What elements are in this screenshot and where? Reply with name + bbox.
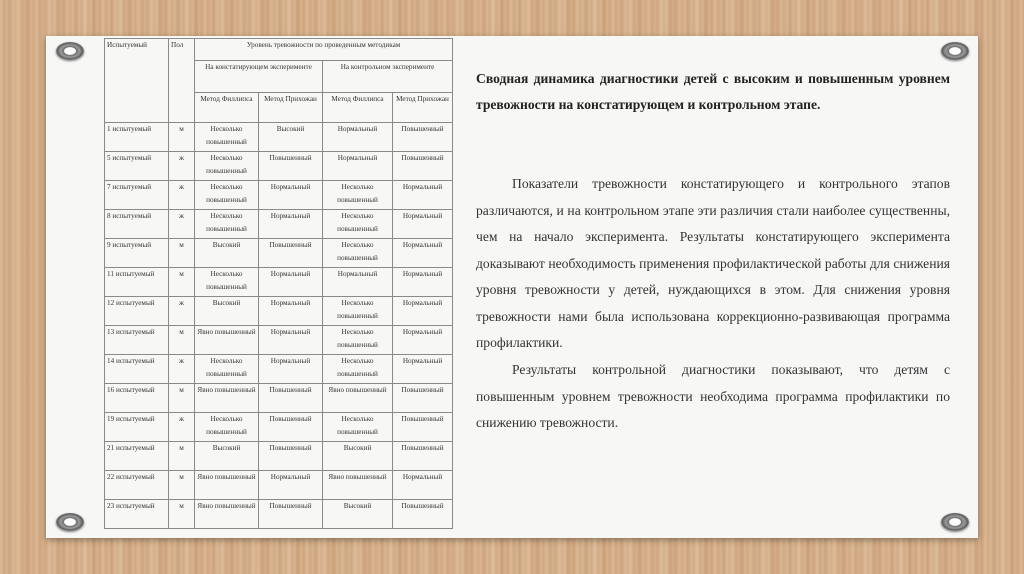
table-row [105,123,453,152]
cell-stage2-prikhozhan: Нормальный [393,210,453,239]
cell-stage2-phillips: Высокий [323,500,393,529]
header-subject: Испытуемый [105,39,169,123]
cell-sex: м [169,326,195,355]
header-method-phillips: Метод Филлипса [195,93,259,123]
cell-stage2-prikhozhan: Повышенный [393,413,453,442]
pushpin-icon [56,42,84,60]
cell-sex: м [169,442,195,471]
cell-sex: м [169,384,195,413]
cell-sex: м [169,239,195,268]
cell-subject: 22 испытуемый [105,471,169,500]
cell-stage1-prikhozhan: Нормальный [259,210,323,239]
cell-stage1-phillips: Явно повышенный [195,384,259,413]
paragraph-conclusion: Результаты контрольной диагностики показывают, что детям с повышенным уровнем тревожности необходима программа профилактики по снижению тревожности. [476,362,950,430]
cell-subject: 7 испытуемый [105,181,169,210]
table-row [105,268,453,297]
cell-subject: 1 испытуемый [105,123,169,152]
cell-subject: 21 испытуемый [105,442,169,471]
cell-stage1-phillips: Несколько повышенный [195,355,259,384]
table-row [105,471,453,500]
cell-sex: м [169,500,195,529]
header-stage-control: На контрольном эксперименте [323,61,453,93]
cell-stage1-phillips: Высокий [195,442,259,471]
cell-subject: 11 испытуемый [105,268,169,297]
pushpin-icon [941,513,969,531]
table-row [105,152,453,181]
cell-stage1-prikhozhan: Нормальный [259,181,323,210]
cell-stage2-prikhozhan: Повышенный [393,500,453,529]
cell-stage2-prikhozhan: Повышенный [393,442,453,471]
table-row [105,326,453,355]
cell-stage1-prikhozhan: Повышенный [259,442,323,471]
header-method-phillips: Метод Филлипса [323,93,393,123]
cell-stage2-prikhozhan: Повышенный [393,152,453,181]
cell-stage2-prikhozhan: Нормальный [393,355,453,384]
cell-stage1-phillips: Высокий [195,297,259,326]
cell-sex: ж [169,152,195,181]
cell-stage2-prikhozhan: Нормальный [393,239,453,268]
table-row [105,181,453,210]
cell-stage2-phillips: Несколько повышенный [323,297,393,326]
cell-subject: 23 испытуемый [105,500,169,529]
cell-stage2-phillips: Несколько повышенный [323,355,393,384]
cell-subject: 13 испытуемый [105,326,169,355]
header-sex: Пол [169,39,195,123]
cell-stage2-phillips: Несколько повышенный [323,181,393,210]
cell-stage1-phillips: Явно повышенный [195,326,259,355]
table-row [105,442,453,471]
cell-stage1-phillips: Несколько повышенный [195,123,259,152]
cell-stage1-phillips: Явно повышенный [195,500,259,529]
anxiety-results-table [104,38,453,529]
cell-subject: 8 испытуемый [105,210,169,239]
cell-subject: 14 испытуемый [105,355,169,384]
cell-subject: 19 испытуемый [105,413,169,442]
header-anxiety-level: Уровень тревожности по проведенным методикам [195,39,453,61]
cell-stage1-phillips: Несколько повышенный [195,413,259,442]
cell-stage2-phillips: Высокий [323,442,393,471]
header-stage-ascertaining: На констатирующем эксперименте [195,61,323,93]
paragraph-findings: Показатели тревожности констатирующего и контрольного этапов различаются, и на контрольном этапе эти различия стали наиболее существенны, чем на начало эксперимента. Результаты констатирующего эксперимента доказывают необходимость применения профилактической работы для снижения уровня тревожности у детей, нуждающихся в этом. Для снижения уровня тревожности нами была использована коррекционно-развивающая программа профилактики. [476,176,950,350]
cell-sex: ж [169,210,195,239]
pushpin-icon [56,513,84,531]
cell-stage2-prikhozhan: Повышенный [393,123,453,152]
cell-sex: м [169,471,195,500]
cell-sex: м [169,123,195,152]
cell-stage2-prikhozhan: Нормальный [393,297,453,326]
cell-stage1-phillips: Несколько повышенный [195,210,259,239]
table-row [105,413,453,442]
header-method-prikhozhan: Метод Прихожан [259,93,323,123]
cell-stage2-phillips: Несколько повышенный [323,326,393,355]
cell-stage1-prikhozhan: Высокий [259,123,323,152]
cell-stage1-prikhozhan: Нормальный [259,268,323,297]
cell-stage2-phillips: Нормальный [323,268,393,297]
cell-stage2-phillips: Несколько повышенный [323,210,393,239]
cell-stage1-prikhozhan: Повышенный [259,384,323,413]
table-row [105,210,453,239]
cell-stage1-phillips: Несколько повышенный [195,152,259,181]
cell-stage1-prikhozhan: Нормальный [259,355,323,384]
cell-subject: 5 испытуемый [105,152,169,181]
cell-stage2-prikhozhan: Повышенный [393,384,453,413]
cell-stage1-prikhozhan: Нормальный [259,326,323,355]
cell-stage2-phillips: Нормальный [323,123,393,152]
cell-sex: ж [169,355,195,384]
cell-stage2-prikhozhan: Нормальный [393,181,453,210]
cell-sex: ж [169,181,195,210]
table-row [105,500,453,529]
cell-sex: ж [169,413,195,442]
cell-stage2-prikhozhan: Нормальный [393,268,453,297]
cell-sex: ж [169,297,195,326]
cell-stage2-phillips: Несколько повышенный [323,239,393,268]
cell-subject: 9 испытуемый [105,239,169,268]
cell-stage1-phillips: Несколько повышенный [195,268,259,297]
table-row [105,384,453,413]
cell-stage1-prikhozhan: Нормальный [259,297,323,326]
table-row [105,355,453,384]
cell-stage1-prikhozhan: Повышенный [259,152,323,181]
cell-sex: м [169,268,195,297]
table-row [105,297,453,326]
cell-stage1-prikhozhan: Нормальный [259,471,323,500]
cell-stage1-phillips: Явно повышенный [195,471,259,500]
cell-stage2-phillips: Несколько повышенный [323,413,393,442]
cell-stage1-prikhozhan: Повышенный [259,239,323,268]
cell-stage2-prikhozhan: Нормальный [393,471,453,500]
cell-stage1-phillips: Высокий [195,239,259,268]
cell-stage1-prikhozhan: Повышенный [259,500,323,529]
cell-stage2-phillips: Явно повышенный [323,471,393,500]
cell-stage1-phillips: Несколько повышенный [195,181,259,210]
table-row [105,239,453,268]
header-method-prikhozhan: Метод Прихожан [393,93,453,123]
cell-stage1-prikhozhan: Повышенный [259,413,323,442]
cell-stage2-phillips: Нормальный [323,152,393,181]
cell-stage2-prikhozhan: Нормальный [393,326,453,355]
cell-stage2-phillips: Явно повышенный [323,384,393,413]
cell-subject: 12 испытуемый [105,297,169,326]
pushpin-icon [941,42,969,60]
slide-title: Сводная динамика диагностики детей с высоким и повышенным уровнем тревожности на констатирующем и контрольном этапе. [476,71,950,112]
cell-subject: 16 испытуемый [105,384,169,413]
